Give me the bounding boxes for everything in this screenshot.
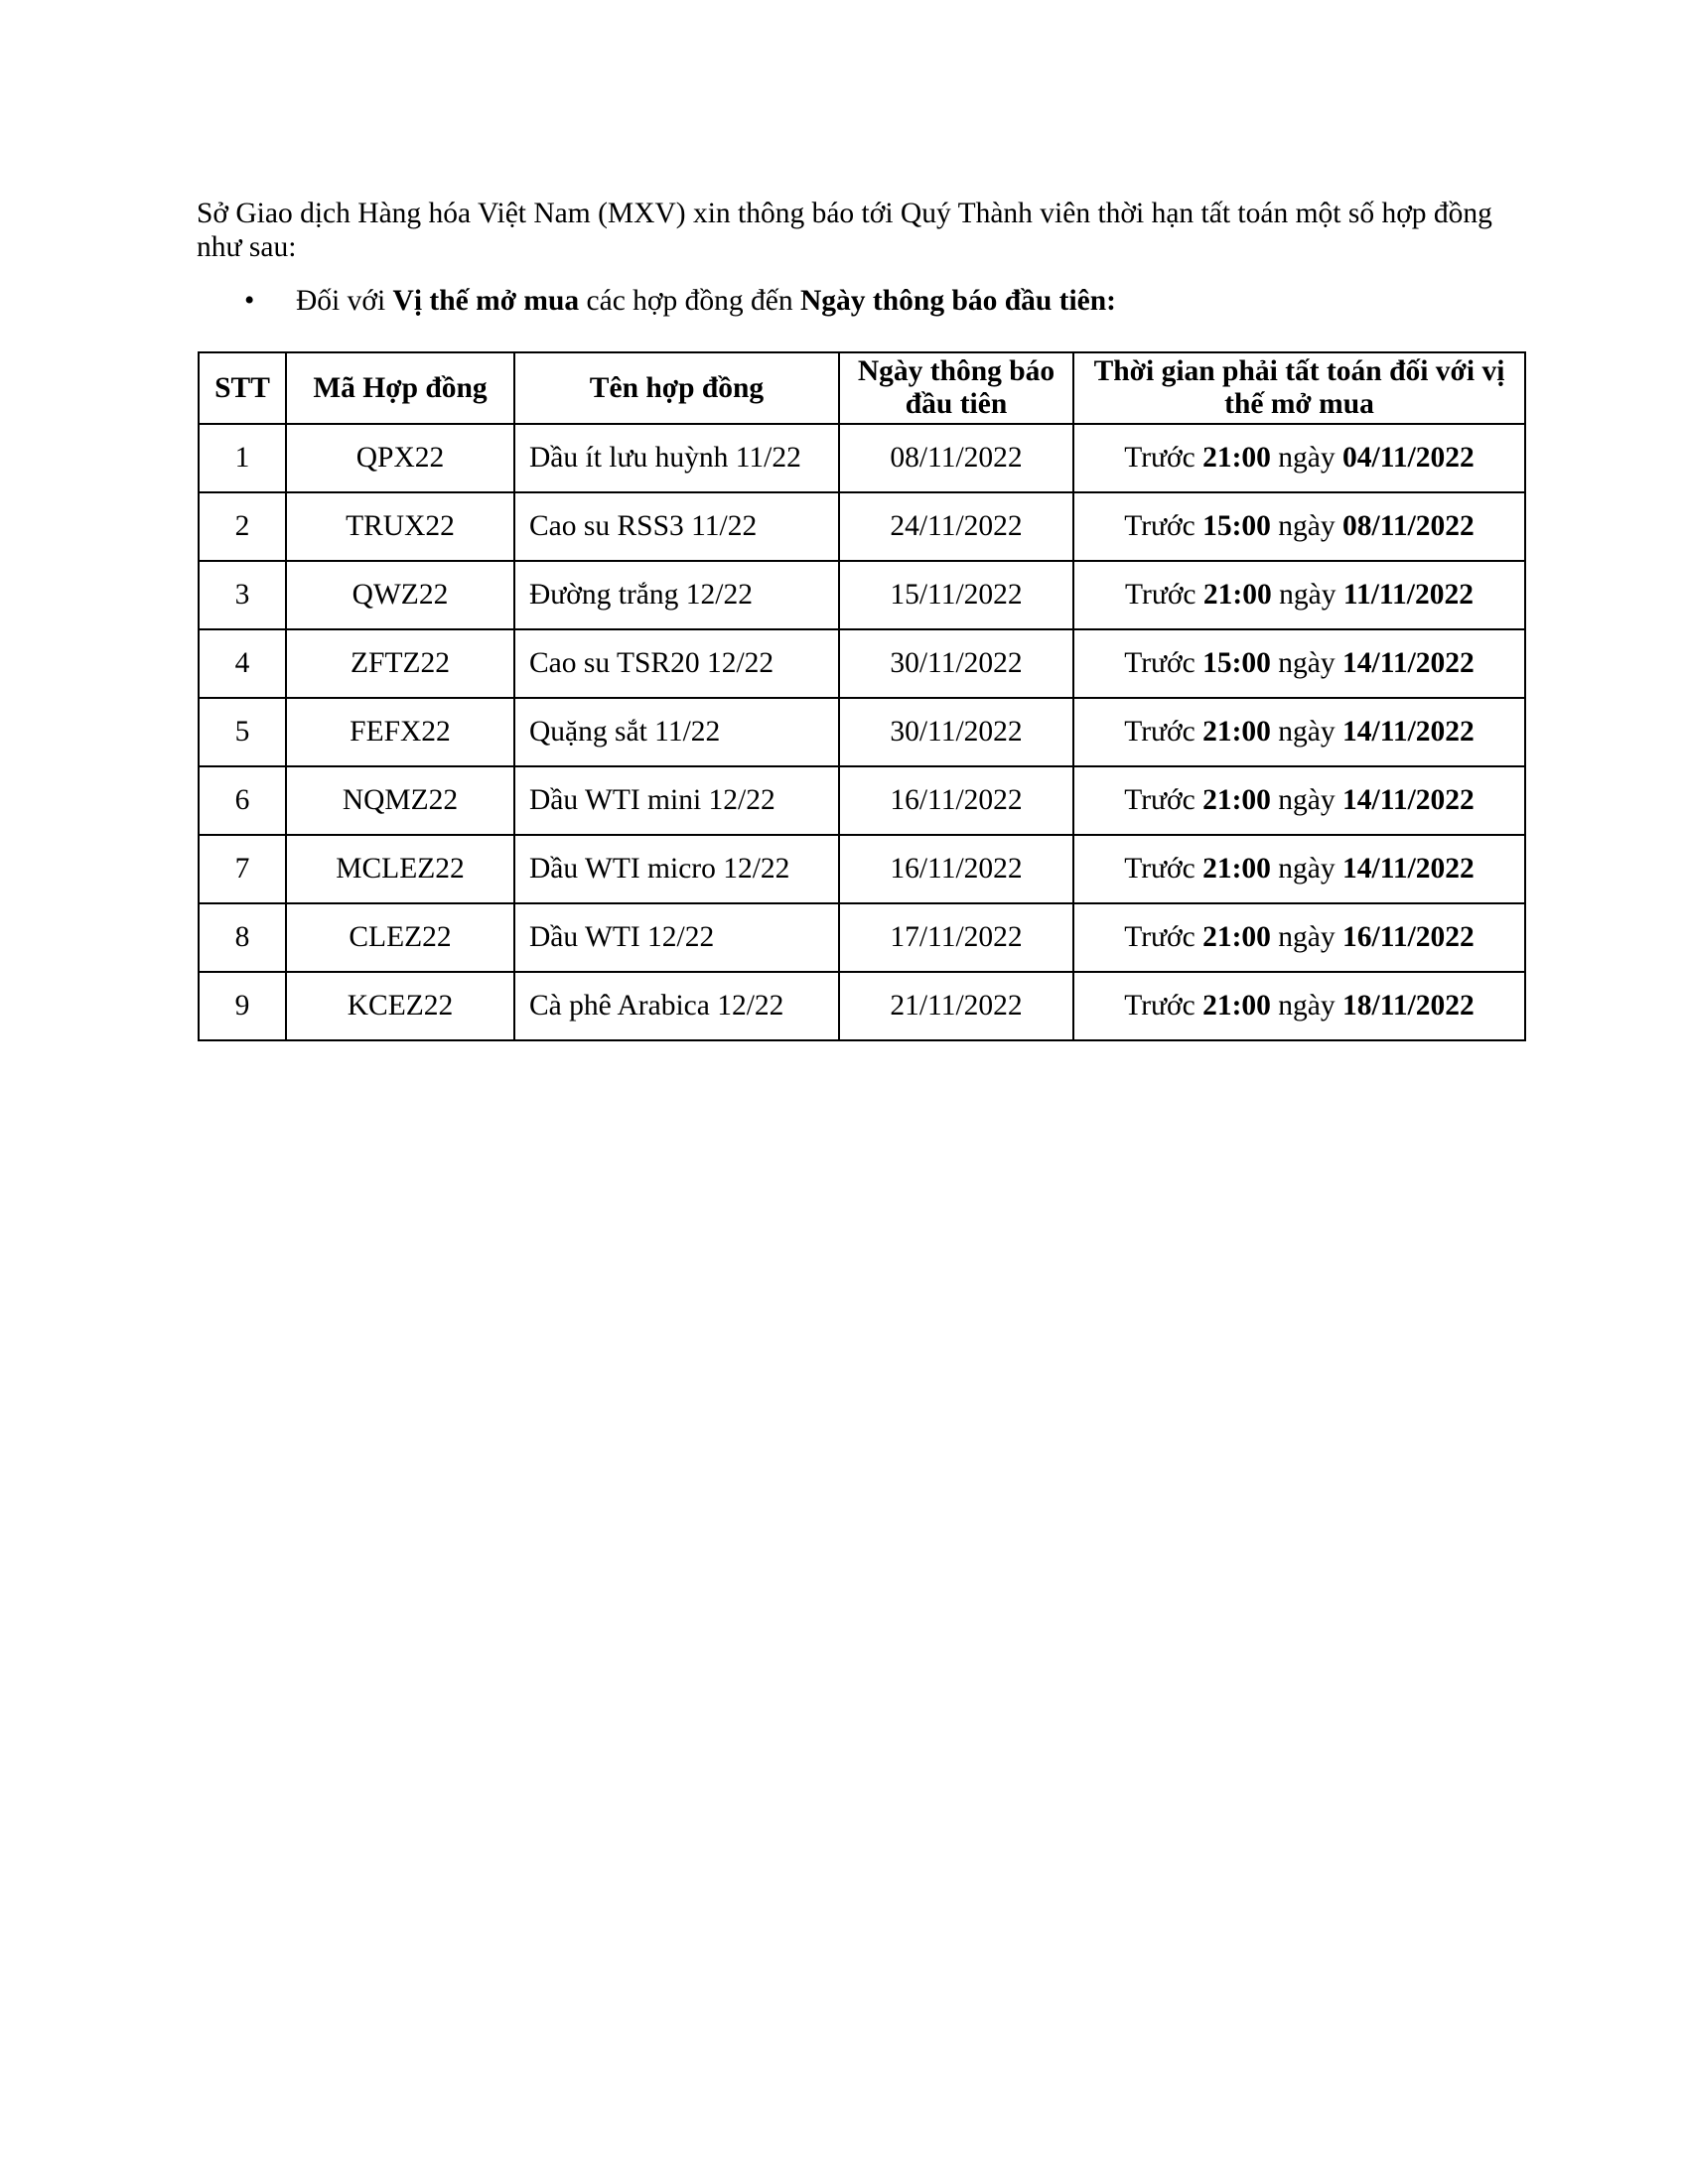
deadline-date: 14/11/2022	[1342, 853, 1475, 885]
cell-first-notice-day: 08/11/2022	[839, 424, 1073, 492]
cell-settlement-deadline	[1073, 492, 1525, 561]
header-settlement-deadline: Thời gian phải tất toán đối với vị thế mở mua	[1073, 352, 1525, 424]
cell-first-notice-day: 30/11/2022	[839, 629, 1073, 698]
deadline-middle: ngày	[1270, 442, 1343, 474]
deadline-time: 15:00	[1202, 510, 1271, 542]
deadline-date: 14/11/2022	[1342, 784, 1475, 816]
deadline-date: 14/11/2022	[1342, 647, 1475, 679]
cell-contract-name: Cao su TSR20 12/22	[514, 629, 839, 698]
deadline-time: 21:00	[1202, 784, 1271, 816]
cell-stt: 7	[199, 835, 286, 903]
deadline-time: 21:00	[1202, 579, 1272, 611]
table-body	[199, 424, 1525, 1040]
deadline-time: 21:00	[1202, 442, 1271, 474]
cell-settlement-deadline	[1073, 835, 1525, 903]
deadline-middle: ngày	[1271, 579, 1343, 611]
bullet-bold-first-notice-day: Ngày thông báo đầu tiên:	[800, 285, 1117, 317]
deadline-time: 21:00	[1202, 921, 1271, 953]
deadline-middle: ngày	[1270, 716, 1343, 748]
deadline-prefix: Trước	[1124, 510, 1203, 542]
cell-settlement-deadline	[1073, 903, 1525, 972]
cell-contract-code: MCLEZ22	[286, 835, 514, 903]
deadline-time: 21:00	[1202, 716, 1271, 748]
cell-settlement-deadline	[1073, 766, 1525, 835]
cell-contract-code: KCEZ22	[286, 972, 514, 1040]
cell-contract-name: Đường trắng 12/22	[514, 561, 839, 629]
header-first-notice-day: Ngày thông báo đầu tiên	[839, 352, 1073, 424]
cell-contract-name: Dầu WTI 12/22	[514, 903, 839, 972]
cell-first-notice-day: 16/11/2022	[839, 766, 1073, 835]
deadline-prefix: Trước	[1124, 784, 1203, 816]
cell-stt: 9	[199, 972, 286, 1040]
table-row	[199, 972, 1525, 1040]
table-row	[199, 629, 1525, 698]
deadline-prefix: Trước	[1124, 442, 1203, 474]
deadline-date: 04/11/2022	[1342, 442, 1475, 474]
header-stt: STT	[199, 352, 286, 424]
cell-contract-name: Quặng sắt 11/22	[514, 698, 839, 766]
bullet-item	[197, 284, 1507, 318]
cell-contract-code: FEFX22	[286, 698, 514, 766]
deadline-date: 18/11/2022	[1342, 990, 1475, 1022]
deadline-date: 16/11/2022	[1342, 921, 1475, 953]
cell-contract-name: Cao su RSS3 11/22	[514, 492, 839, 561]
cell-settlement-deadline	[1073, 561, 1525, 629]
cell-stt: 1	[199, 424, 286, 492]
table-row	[199, 698, 1525, 766]
cell-contract-code: CLEZ22	[286, 903, 514, 972]
cell-first-notice-day: 21/11/2022	[839, 972, 1073, 1040]
cell-stt: 6	[199, 766, 286, 835]
bullet-bold-open-long-position: Vị thế mở mua	[392, 285, 580, 317]
header-contract-name: Tên hợp đồng	[514, 352, 839, 424]
deadline-prefix: Trước	[1124, 853, 1203, 885]
deadline-prefix: Trước	[1124, 716, 1203, 748]
cell-first-notice-day: 24/11/2022	[839, 492, 1073, 561]
cell-contract-name: Cà phê Arabica 12/22	[514, 972, 839, 1040]
cell-stt: 3	[199, 561, 286, 629]
deadline-prefix: Trước	[1124, 990, 1203, 1022]
intro-paragraph: Sở Giao dịch Hàng hóa Việt Nam (MXV) xin thông báo tới Quý Thành viên thời hạn tất toán một số hợp đồng như sau:	[197, 198, 1492, 263]
deadline-middle: ngày	[1270, 647, 1343, 679]
table-row	[199, 766, 1525, 835]
deadline-middle: ngày	[1270, 921, 1343, 953]
header-contract-code: Mã Hợp đồng	[286, 352, 514, 424]
deadline-middle: ngày	[1270, 853, 1343, 885]
cell-contract-name: Dầu ít lưu huỳnh 11/22	[514, 424, 839, 492]
table-row	[199, 492, 1525, 561]
cell-contract-code: NQMZ22	[286, 766, 514, 835]
cell-contract-code: ZFTZ22	[286, 629, 514, 698]
cell-stt: 8	[199, 903, 286, 972]
deadline-prefix: Trước	[1124, 921, 1203, 953]
cell-stt: 4	[199, 629, 286, 698]
cell-settlement-deadline	[1073, 698, 1525, 766]
deadline-middle: ngày	[1270, 784, 1343, 816]
cell-first-notice-day: 15/11/2022	[839, 561, 1073, 629]
cell-first-notice-day: 16/11/2022	[839, 835, 1073, 903]
table-header-row	[199, 352, 1525, 424]
deadline-prefix: Trước	[1124, 647, 1203, 679]
cell-first-notice-day: 17/11/2022	[839, 903, 1073, 972]
deadline-time: 21:00	[1202, 853, 1271, 885]
deadline-date: 14/11/2022	[1342, 716, 1475, 748]
deadline-prefix: Trước	[1125, 579, 1203, 611]
deadline-middle: ngày	[1270, 990, 1343, 1022]
table-row	[199, 424, 1525, 492]
bullet-icon: •	[244, 285, 255, 317]
cell-first-notice-day: 30/11/2022	[839, 698, 1073, 766]
deadline-time: 15:00	[1202, 647, 1271, 679]
contracts-table	[198, 351, 1526, 1041]
table-row	[199, 561, 1525, 629]
cell-settlement-deadline	[1073, 972, 1525, 1040]
cell-settlement-deadline	[1073, 424, 1525, 492]
deadline-middle: ngày	[1270, 510, 1343, 542]
cell-contract-name: Dầu WTI micro 12/22	[514, 835, 839, 903]
deadline-date: 11/11/2022	[1342, 579, 1474, 611]
cell-stt: 2	[199, 492, 286, 561]
deadline-time: 21:00	[1202, 990, 1271, 1022]
cell-contract-name: Dầu WTI mini 12/22	[514, 766, 839, 835]
bullet-prefix: Đối với	[296, 285, 393, 317]
cell-contract-code: TRUX22	[286, 492, 514, 561]
table-row	[199, 903, 1525, 972]
table-row	[199, 835, 1525, 903]
bullet-middle: các hợp đồng đến	[579, 285, 800, 317]
cell-settlement-deadline	[1073, 629, 1525, 698]
cell-stt: 5	[199, 698, 286, 766]
cell-contract-code: QPX22	[286, 424, 514, 492]
deadline-date: 08/11/2022	[1342, 510, 1475, 542]
cell-contract-code: QWZ22	[286, 561, 514, 629]
